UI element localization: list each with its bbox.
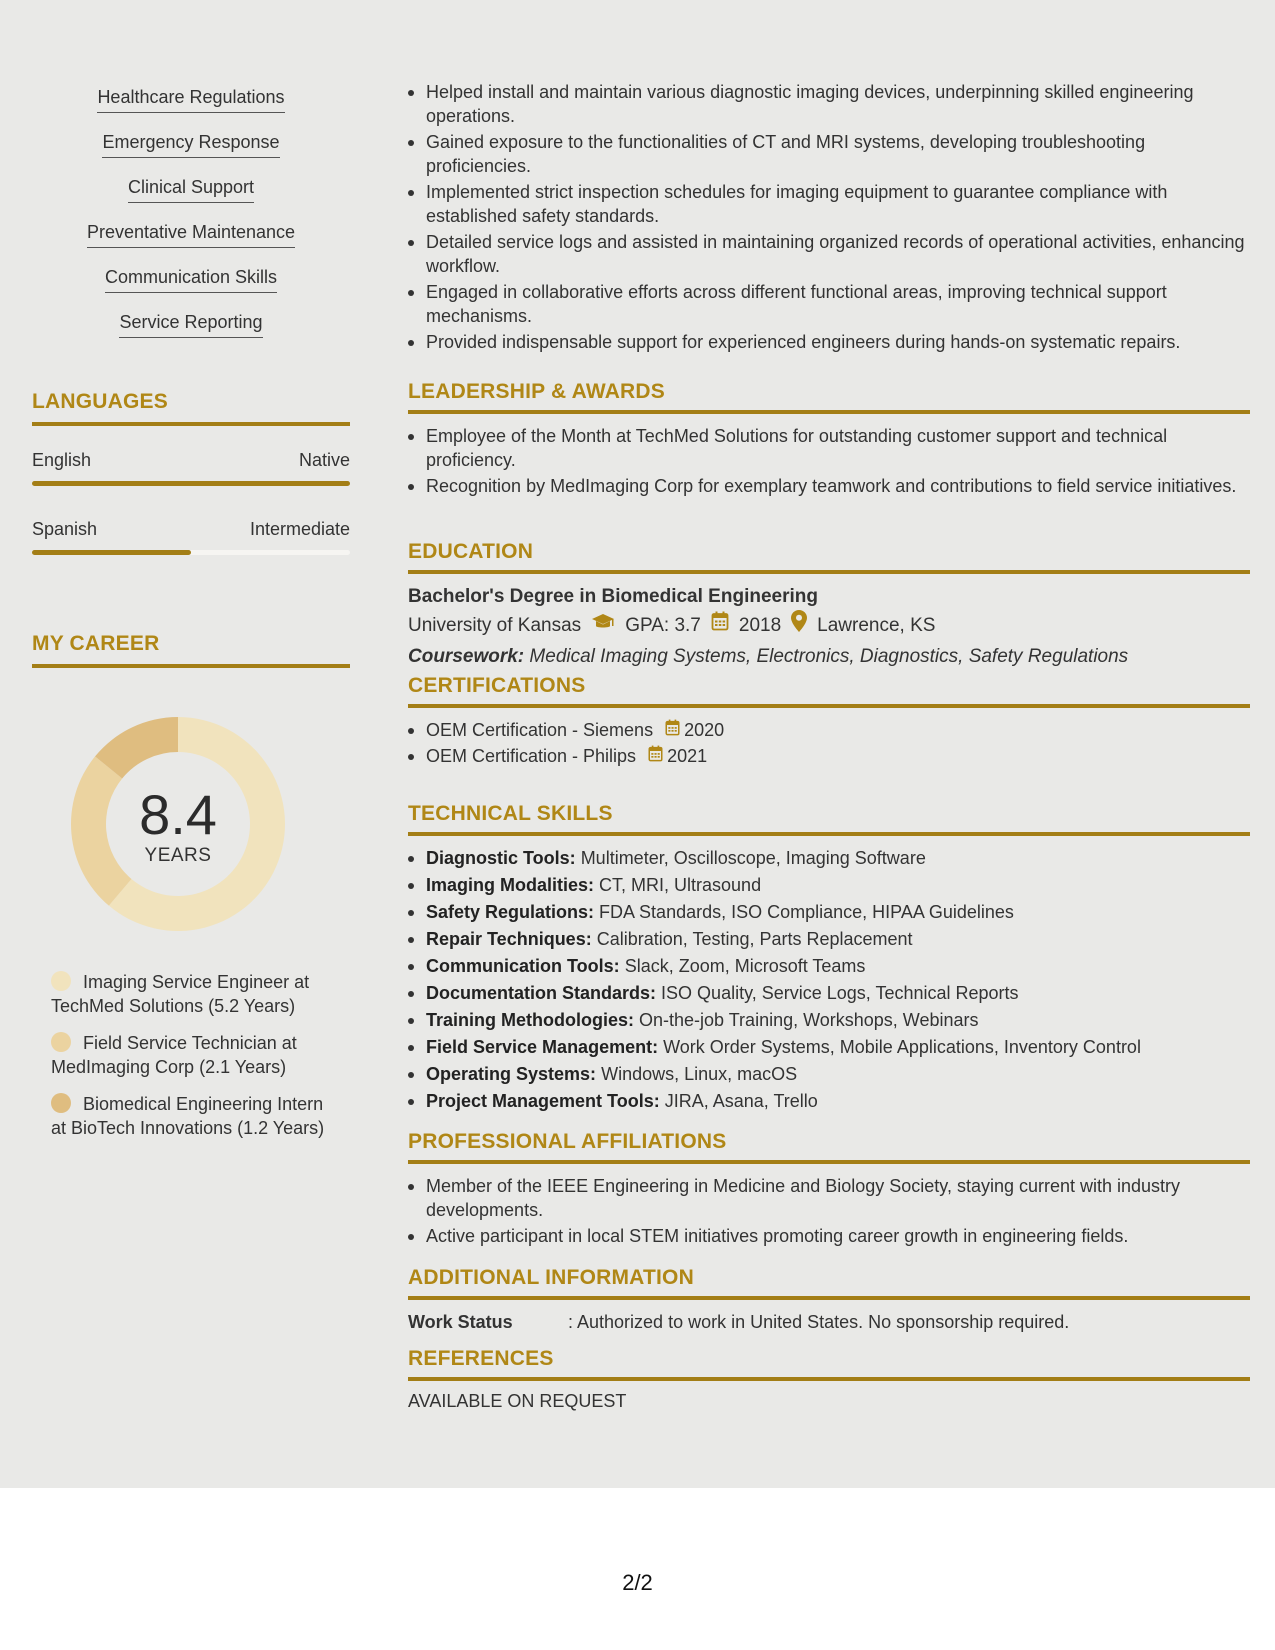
additional-info-heading: ADDITIONAL INFORMATION	[408, 1266, 1250, 1300]
certification-name: OEM Certification - Philips	[426, 746, 637, 766]
technical-skill-item: Documentation Standards: ISO Quality, Service Logs, Technical Reports	[408, 981, 1250, 1005]
additional-info-section	[408, 1266, 1250, 1334]
certification-name: OEM Certification - Siemens	[426, 720, 654, 740]
career-list	[51, 970, 341, 1153]
legend-dot	[51, 1093, 71, 1113]
language-name: Spanish	[32, 519, 98, 539]
leadership-item: Employee of the Month at TechMed Solutions for outstanding customer support and technical proficiency.	[408, 424, 1250, 472]
career-heading: MY CAREER	[32, 632, 350, 668]
leadership-item: Recognition by MedImaging Corp for exemplary teamwork and contributions to field service initiatives.	[408, 474, 1250, 498]
page-number: 2/2	[622, 1570, 653, 1595]
career-item: Field Service Technician at MedImaging Corp (2.1 Years)	[51, 1033, 297, 1077]
education-details	[408, 610, 1250, 642]
work-status-row	[408, 1310, 1250, 1334]
technical-skill-item: Imaging Modalities: CT, MRI, Ultrasound	[408, 873, 1250, 897]
certifications-section	[408, 674, 1250, 770]
work-status-value: : Authorized to work in United States. No sponsorship required.	[568, 1312, 1070, 1332]
legend-dot	[51, 971, 71, 991]
language-level: Native	[298, 450, 350, 470]
technical-skill-item: Operating Systems: Windows, Linux, macOS	[408, 1062, 1250, 1086]
graduation-year: 2018	[738, 615, 782, 636]
calendar-icon	[665, 718, 680, 742]
certifications-list	[408, 718, 1250, 768]
technical-skill-item: Diagnostic Tools: Multimeter, Oscilloscope, Imaging Software	[408, 846, 1250, 870]
career-item: Biomedical Engineering Intern at BioTech Innovations (1.2 Years)	[51, 1094, 325, 1138]
affiliations-list	[408, 1174, 1250, 1248]
certification-year: 2021	[667, 746, 708, 766]
technical-skill-item: Field Service Management: Work Order Systems, Mobile Applications, Inventory Control	[408, 1035, 1250, 1059]
technical-skill-item: Communication Tools: Slack, Zoom, Microsoft Teams	[408, 954, 1250, 978]
coursework	[408, 642, 1250, 672]
experience-bullet: Provided indispensable support for experienced engineers during hands-on systematic repairs.	[408, 330, 1250, 354]
language-bar-fill	[32, 481, 350, 486]
school-location: Lawrence, KS	[817, 615, 936, 636]
education-section	[408, 540, 1250, 672]
language-name: English	[32, 450, 92, 470]
technical-skills-heading: TECHNICAL SKILLS	[408, 802, 1250, 836]
languages-heading: LANGUAGES	[32, 390, 350, 426]
leadership-heading: LEADERSHIP & AWARDS	[408, 380, 1250, 414]
experience-bullet: Engaged in collaborative efforts across different functional areas, improving technical support mechanisms.	[408, 280, 1250, 328]
skill-item: Clinical Support	[32, 176, 350, 221]
certification-item	[408, 744, 1250, 768]
technical-skill-item: Repair Techniques: Calibration, Testing, Parts Replacement	[408, 927, 1250, 951]
language-row-english	[32, 450, 350, 471]
certification-item	[408, 718, 1250, 742]
affiliation-item: Member of the IEEE Engineering in Medicine and Biology Society, staying current with industry developments.	[408, 1174, 1250, 1222]
skills-list	[32, 86, 350, 356]
career-item: Imaging Service Engineer at TechMed Solutions (5.2 Years)	[51, 972, 310, 1016]
skill-item: Preventative Maintenance	[32, 221, 350, 266]
technical-skill-item: Project Management Tools: JIRA, Asana, Trello	[408, 1089, 1250, 1113]
career-total-years: 8.4	[139, 783, 217, 846]
education-heading: EDUCATION	[408, 540, 1250, 574]
career-total-label: YEARS	[144, 845, 212, 866]
skill-item: Communication Skills	[32, 266, 350, 311]
language-row-spanish	[32, 519, 350, 540]
certification-year: 2020	[684, 720, 725, 740]
experience-bullet: Detailed service logs and assisted in maintaining organized records of operational activities, enhancing workflow.	[408, 230, 1250, 278]
experience-bullet: Helped install and maintain various diagnostic imaging devices, underpinning skilled engineering operations.	[408, 80, 1250, 128]
work-status-label: Work Status	[408, 1312, 513, 1332]
affiliations-heading: PROFESSIONAL AFFILIATIONS	[408, 1130, 1250, 1164]
language-bar-fill	[32, 550, 191, 555]
leadership-section	[408, 380, 1250, 500]
experience-bullet: Implemented strict inspection schedules for imaging equipment to guarantee compliance with established safety standards.	[408, 180, 1250, 228]
affiliations-section	[408, 1130, 1250, 1250]
skill-item: Healthcare Regulations	[32, 86, 350, 131]
technical-skill-item: Training Methodologies: On-the-job Training, Workshops, Webinars	[408, 1008, 1250, 1032]
references-text: AVAILABLE ON REQUEST	[408, 1391, 627, 1411]
technical-skills-list	[408, 846, 1250, 1113]
school-name: University of Kansas	[408, 615, 582, 636]
language-level: Intermediate	[249, 519, 350, 539]
experience-bullet: Gained exposure to the functionalities of CT and MRI systems, developing troubleshooting proficiencies.	[408, 130, 1250, 178]
certifications-heading: CERTIFICATIONS	[408, 674, 1250, 708]
degree-title: Bachelor's Degree in Biomedical Engineering	[408, 586, 818, 607]
gpa: GPA: 3.7	[625, 615, 701, 636]
experience-bullets	[408, 80, 1250, 356]
coursework-label: Coursework:	[408, 646, 525, 667]
calendar-icon	[648, 744, 663, 768]
coursework-value: Medical Imaging Systems, Electronics, Diagnostics, Safety Regulations	[529, 646, 1129, 667]
references-heading: REFERENCES	[408, 1347, 1250, 1381]
career-donut-chart	[66, 712, 290, 936]
skill-item: Service Reporting	[32, 311, 350, 356]
calendar-icon	[711, 611, 729, 641]
affiliation-item: Active participant in local STEM initiatives promoting career growth in engineering fields.	[408, 1224, 1250, 1248]
leadership-list	[408, 424, 1250, 498]
graduation-cap-icon	[591, 611, 615, 641]
technical-skill-item: Safety Regulations: FDA Standards, ISO Compliance, HIPAA Guidelines	[408, 900, 1250, 924]
legend-dot	[51, 1032, 71, 1052]
skill-item: Emergency Response	[32, 131, 350, 176]
language-bar-spanish	[32, 550, 350, 555]
map-pin-icon	[791, 610, 807, 642]
language-bar-english	[32, 481, 350, 486]
technical-skills-section	[408, 802, 1250, 1116]
references-section	[408, 1347, 1250, 1412]
